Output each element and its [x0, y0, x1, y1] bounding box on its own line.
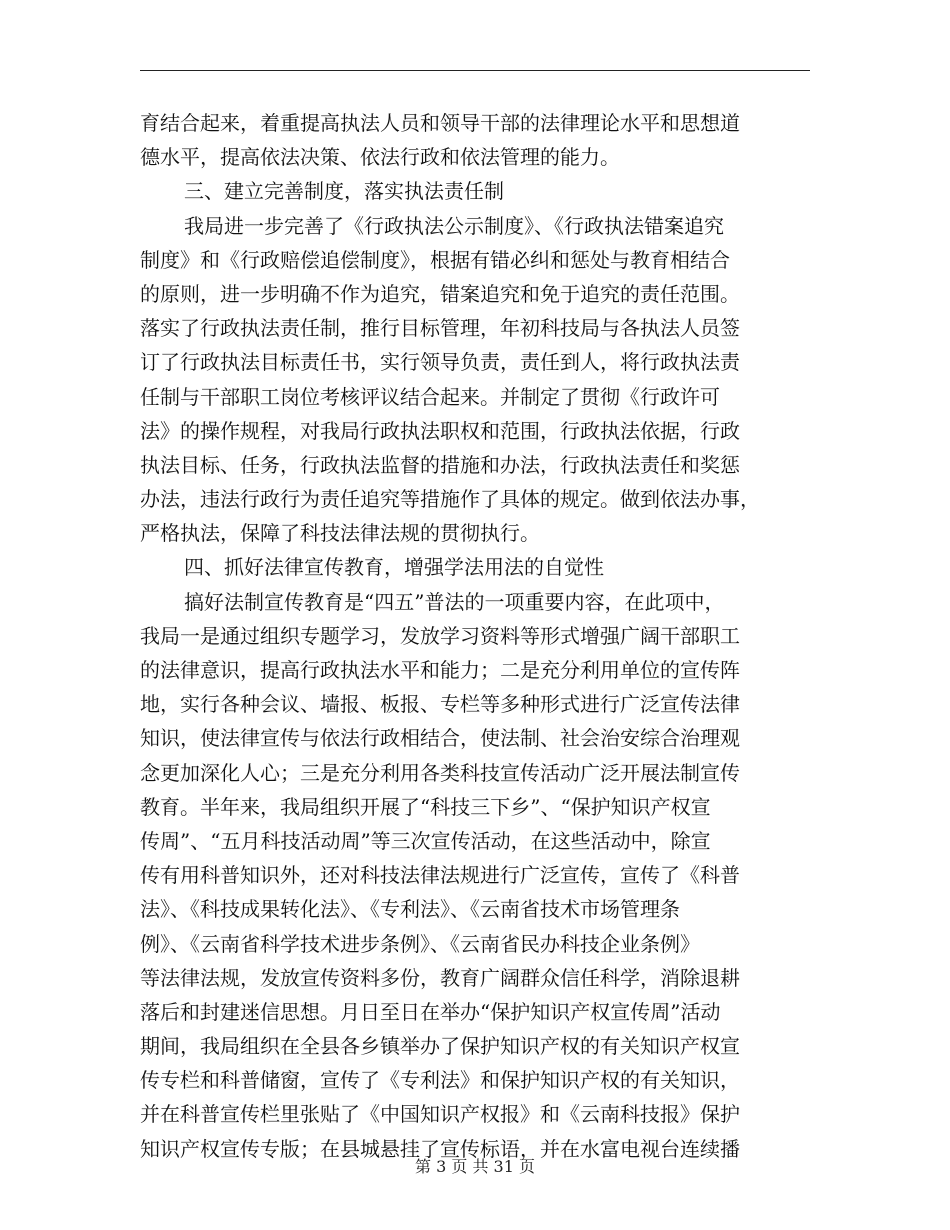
text-line: 传有用科普知识外，还对科技法律法规进行广泛宣传，宣传了《科普	[140, 863, 740, 888]
text-line: 我局进一步完善了《行政执法公示制度》、《行政执法错案追究	[184, 213, 724, 238]
text-line: 育结合起来，着重提高执法人员和领导干部的法律理论水平和思想道	[140, 111, 740, 135]
text-line: 并在科普宣传栏里张贴了《中国知识产权报》和《云南科技报》保护	[140, 1102, 740, 1127]
text-line: 任制与干部职工岗位考核评议结合起来。并制定了贯彻《行政许可	[140, 384, 720, 409]
section-heading: 三、建立完善制度，落实执法责任制	[184, 179, 504, 204]
text-line: 严格执法，保障了科技法律法规的贯彻执行。	[140, 521, 540, 546]
text-line: 办法，违法行政行为责任追究等措施作了具体的规定。做到依法办事，	[140, 487, 760, 512]
text-line: 等法律法规，发放宣传资料多份，教育广阔群众信任科学，消除退耕	[140, 965, 740, 990]
text-line: 法》、《科技成果转化法》、《专利法》、《云南省技术市场管理条	[140, 897, 680, 922]
text-line: 搞好法制宣传教育是“四五”普法的一项重要内容，在此项中，	[184, 589, 725, 614]
text-line: 知识，使法律宣传与依法行政相结合，使法制、社会治安综合治理观	[140, 726, 740, 751]
text-line: 制度》和《行政赔偿追偿制度》，根据有错必纠和惩处与教育相结合	[140, 247, 730, 272]
text-line: 法》的操作规程，对我局行政执法职权和范围，行政执法依据，行政	[140, 418, 740, 443]
section-heading: 四、抓好法律宣传教育，增强学法用法的自觉性	[184, 555, 604, 580]
text-line: 传周”、“五月科技活动周”等三次宣传活动，在这些活动中，除宣	[140, 828, 711, 853]
text-line: 念更加深化人心；三是充分利用各类科技宣传活动广泛开展法制宣传	[140, 760, 740, 785]
text-line: 我局一是通过组织专题学习，发放学习资料等形式增强广阔干部职工	[140, 623, 740, 648]
header-rule	[140, 70, 810, 71]
text-line: 的原则，进一步明确不作为追究，错案追究和免于追究的责任范围。	[140, 281, 740, 306]
document-body	[140, 106, 810, 1166]
text-line: 的法律意识，提高行政执法水平和能力；二是充分利用单位的宣传阵	[140, 658, 740, 682]
page-number: 第 3 页 共 31 页	[415, 1157, 535, 1176]
text-line: 地，实行各种会议、墙报、板报、专栏等多种形式进行广泛宣传法律	[140, 692, 740, 717]
text-line: 执法目标、任务，行政执法监督的措施和办法，行政执法责任和奖惩	[140, 452, 740, 477]
text-line: 订了行政执法目标责任书，实行领导负责，责任到人，将行政执法责	[140, 350, 740, 375]
text-line: 例》、《云南省科学技术进步条例》、《云南省民办科技企业条例》	[140, 931, 700, 956]
text-line: 德水平，提高依法决策、依法行政和依法管理的能力。	[140, 145, 620, 170]
text-line: 传专栏和科普储窗，宣传了《专利法》和保护知识产权的有关知识，	[140, 1068, 740, 1093]
text-line: 落实了行政执法责任制，推行目标管理，年初科技局与各执法人员签	[140, 316, 740, 341]
text-line: 教育。半年来，我局组织开展了“科技三下乡”、“保护知识产权宣	[140, 794, 711, 819]
text-line: 期间，我局组织在全县各乡镇举办了保护知识产权的有关知识产权宣	[140, 1034, 740, 1059]
text-line: 落后和封建迷信思想。月日至日在举办“保护知识产权宣传周”活动	[140, 999, 721, 1024]
text-line: 知识产权宣传专版；在县城悬挂了宣传标语，并在水富电视台连续播	[140, 1136, 740, 1161]
